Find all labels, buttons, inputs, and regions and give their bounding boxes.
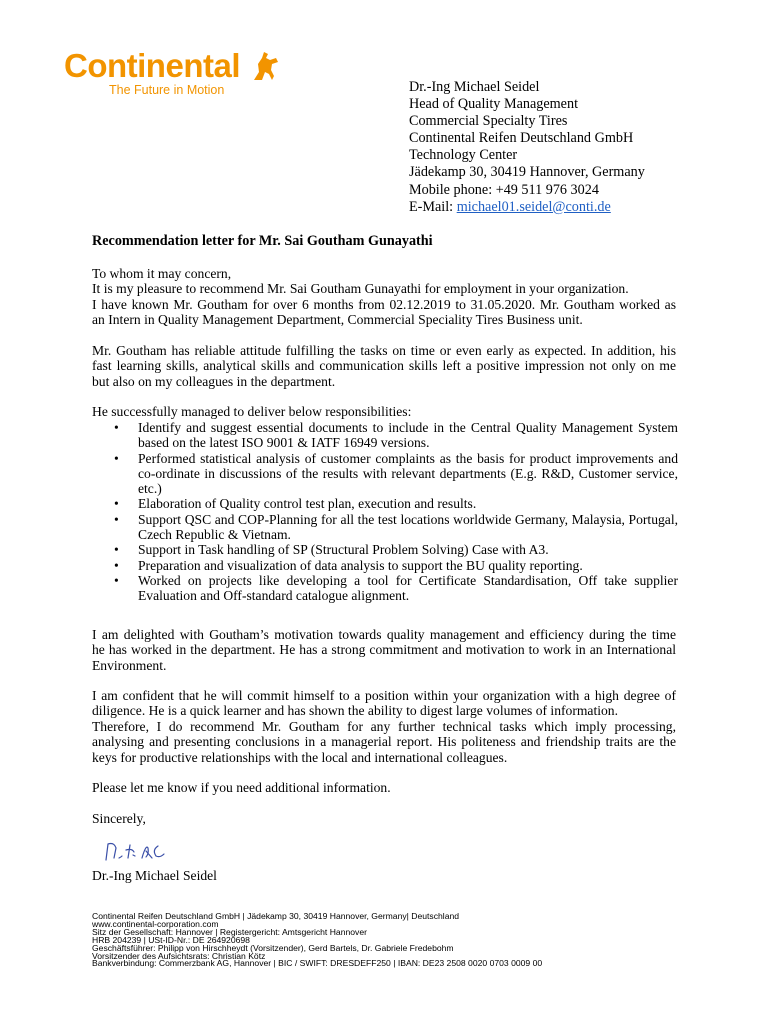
intro-line: an Intern in Quality Management Department, Commercial Speciality Tires Business unit.: [92, 312, 583, 328]
paragraph-line: Mr. Goutham has reliable attitude fulfilling the tasks on time or even early as expected. In addition, his: [92, 343, 676, 358]
list-item: • Performed statistical analysis of customer complaints as the basis for product improvements and co-ordinate in discussions of the results with relevant departments (E.g. R&D, Customer service, etc.): [114, 450, 678, 497]
handwritten-signature: [100, 836, 180, 866]
motivation-paragraph: [92, 627, 676, 673]
closing-request: Please let me know if you need additional information.: [92, 780, 391, 795]
list-item: • Identify and suggest essential documents to include in the Central Quality Management System based on the latest ISO 9001 & IATF 16949 versions.: [114, 420, 678, 451]
intro-paragraph: [92, 266, 676, 328]
sender-site: Technology Center: [409, 147, 518, 164]
bullet-icon: •: [114, 496, 119, 512]
sender-position: Head of Quality Management: [409, 96, 579, 113]
sender-address: Jädekamp 30, 30419 Hannover, Germany: [409, 164, 645, 181]
logo-tagline: The Future in Motion: [109, 83, 225, 97]
paragraph-line: I am confident that he will commit himself to a position within your organization with a high degree of: [92, 688, 676, 703]
paragraph-line: analysing and presenting conclusions in a managerial report. His politeness and friendship traits are the: [92, 734, 676, 750]
footer-line: www.continental-corporation.com: [92, 918, 219, 929]
bullet-icon: •: [114, 572, 119, 588]
sender-email-line: [409, 199, 645, 216]
footer-line: HRB 204239 | USt-ID-Nr.: DE 264920698: [92, 934, 250, 945]
intro-line: It is my pleasure to recommend Mr. Sai Goutham Gunayathi for employment in your organization.: [92, 281, 629, 297]
footer-line: Vorsitzender des Aufsichtsrats: Christian Kötz: [92, 950, 266, 961]
footer-line: Geschäftsführer: Philipp von Hirschheydt (Vorsitzender), Gerd Bartels, Dr. Gabriele Fredebohm: [92, 942, 454, 953]
intro-line: I have known Mr. Goutham for over 6 months from 02.12.2019 to 31.05.2020. Mr. Goutham worked as: [92, 296, 676, 312]
list-item: • Preparation and visualization of data analysis to support the BU quality reporting.: [114, 557, 583, 573]
sender-company: Continental Reifen Deutschland GmbH: [409, 130, 634, 147]
list-item: • Support in Task handling of SP (Structural Problem Solving) Case with A3.: [114, 542, 549, 558]
bullet-icon: •: [114, 450, 119, 466]
list-item: • Support QSC and COP-Planning for all the test locations worldwide Germany, Malaysia, Portugal, Czech Republic & Vietnam.: [114, 511, 678, 543]
list-item: • Worked on projects like developing a tool for Certificate Standardisation, Off take supplier Evaluation and Off-standard catalogue alignment.: [114, 572, 678, 604]
responsibilities-list: [114, 420, 678, 604]
salutation: To whom it may concern,: [92, 266, 232, 281]
paragraph-line: fast learning skills, analytical skills and communication skills left a positive impression not only on me: [92, 358, 676, 374]
paragraph-line: Environment.: [92, 657, 167, 673]
sender-name: Dr.-Ing Michael Seidel: [409, 79, 540, 95]
signatory-name: Dr.-Ing Michael Seidel: [92, 868, 217, 883]
footer-line: Continental Reifen Deutschland GmbH | Jädekamp 30, 30419 Hannover, Germany| Deutschland: [92, 911, 460, 921]
email-label: E-Mail:: [409, 198, 457, 215]
qualities-paragraph: [92, 343, 676, 389]
sender-phone: Mobile phone: +49 511 976 3024: [409, 181, 599, 198]
logo-wordmark: Continental: [64, 47, 240, 84]
bullet-icon: •: [114, 542, 119, 558]
sender-division: Commercial Specialty Tires: [409, 113, 568, 130]
bullet-icon: •: [114, 557, 119, 573]
paragraph-line: but also on my colleagues in the department.: [92, 373, 336, 389]
responsibilities-heading: He successfully managed to deliver below responsibilities:: [92, 404, 412, 419]
paragraph-line: I am delighted with Goutham’s motivation towards quality management and efficiency during the time: [92, 627, 676, 642]
sign-off: Sincerely,: [92, 811, 146, 826]
continental-logo: [64, 44, 278, 104]
bullet-icon: •: [114, 420, 119, 435]
list-item: • Elaboration of Quality control test plan, execution and results.: [114, 496, 477, 512]
footer-line: Bankverbindung: Commerzbank AG, Hannover | BIC / SWIFT: DRESDEFF250 | IBAN: DE23 2508 0020 0703 0009 00: [92, 958, 543, 969]
sender-block: [409, 79, 645, 216]
confidence-paragraph: [92, 688, 676, 765]
rearing-horse-icon: [250, 50, 280, 84]
paragraph-line: he has worked in the department. He has a strong commitment and motivation to work in an International: [92, 642, 676, 658]
paragraph-line: diligence. He is a quick learner and has shown the ability to digest large volumes of information.: [92, 703, 618, 719]
company-footer: [92, 913, 542, 968]
paragraph-line: Therefore, I do recommend Mr. Goutham for any further technical tasks which imply processing,: [92, 718, 676, 734]
letter-subject: Recommendation letter for Mr. Sai Goutham Gunayathi: [92, 233, 433, 249]
paragraph-line: keys for productive relationships with the local and international colleagues.: [92, 749, 508, 765]
footer-line: Sitz der Gesellschaft: Hannover | Registergericht: Amtsgericht Hannover: [92, 926, 367, 937]
bullet-icon: •: [114, 511, 119, 527]
email-link[interactable]: michael01.seidel@conti.de: [456, 198, 611, 215]
